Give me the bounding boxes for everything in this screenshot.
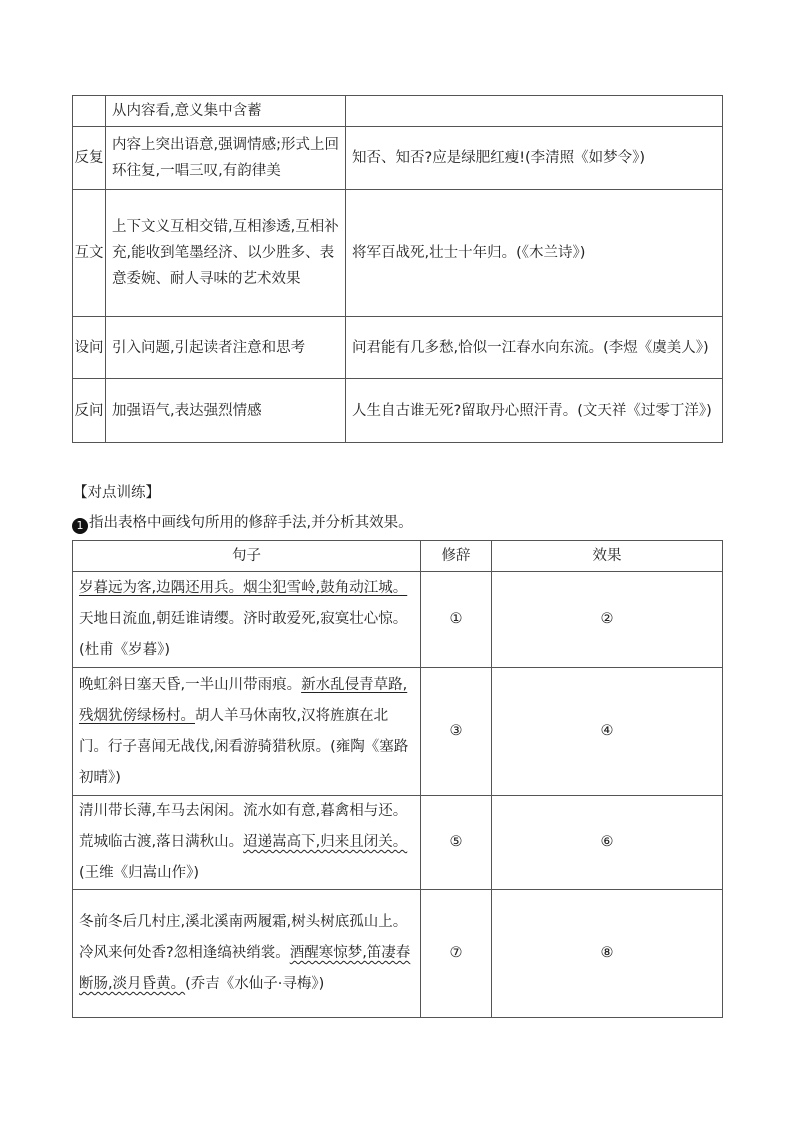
column-header: 句子 — [73, 541, 421, 572]
table-row — [73, 190, 723, 317]
rhetoric-answer-blank: ③ — [421, 668, 492, 796]
rhetoric-example-cell: 问君能有几多愁,恰似一江春水向东流。(李煜《虞美人》) — [346, 317, 723, 379]
sentence-text: (王维《归嵩山作》) — [79, 865, 200, 881]
column-header: 修辞 — [421, 541, 492, 572]
underlined-phrase: 岁暮远为客,边隅还用兵。烟尘犯雪岭,鼓角动江城。 — [79, 580, 408, 596]
sentence-text: (乔吉《水仙子·寻梅》) — [185, 976, 325, 992]
sentence-text: 清川带长薄,车马去闲闲。流水如有意,暮禽相与还。荒城临古渡,落日满秋山。 — [79, 803, 408, 850]
underlined-phrase: 新水乱侵青草路,残烟犹傍绿杨村。 — [79, 676, 408, 724]
rhetoric-reference-table — [72, 95, 723, 443]
sentence-cell — [73, 890, 421, 1018]
question-number-badge: 1 — [72, 518, 88, 534]
table-row — [73, 796, 723, 890]
table-row — [73, 668, 723, 796]
effect-answer-blank: ② — [492, 572, 723, 668]
rhetoric-example-cell: 人生自古谁无死?留取丹心照汗青。(文天祥《过零丁洋》) — [346, 379, 723, 443]
sentence-text: 天地日流血,朝廷谁请缨。济时敢爱死,寂寞壮心惊。(杜甫《岁暮》) — [79, 611, 408, 658]
underlined-phrase: 迢递嵩高下,归来且闭关。 — [243, 834, 408, 850]
sentence-cell — [73, 572, 421, 668]
rhetoric-description-cell: 引入问题,引起读者注意和思考 — [106, 317, 346, 379]
rhetoric-answer-blank: ⑤ — [421, 796, 492, 890]
rhetoric-type-cell: 互文 — [73, 190, 106, 317]
sentence-text: 胡人羊马休南牧,汉将旌旗在北门。行子喜闻无战伐,闲看游骑猎秋原。(雍陶《塞路初晴》) — [79, 707, 409, 786]
rhetoric-example-cell: 知否、知否?应是绿肥红瘦!(李清照《如梦令》) — [346, 127, 723, 190]
effect-answer-blank: ④ — [492, 668, 723, 796]
table-row — [73, 127, 723, 190]
table-row — [73, 96, 723, 127]
sentence-cell — [73, 668, 421, 796]
exercise-table — [72, 540, 723, 1018]
rhetoric-example-cell — [346, 96, 723, 127]
effect-answer-blank: ⑥ — [492, 796, 723, 890]
sentence-text: 冬前冬后几村庄,溪北溪南两履霜,树头树底孤山上。冷风来何处香?忽相逢缟袂绡裳。 — [79, 914, 408, 961]
sentence-text: 晚虹斜日塞天昏,一半山川带雨痕。 — [79, 676, 302, 693]
rhetoric-example-cell: 将军百战死,壮士十年归。(《木兰诗》) — [346, 190, 723, 317]
rhetoric-description-cell: 上下文义互相交错,互相渗透,互相补充,能收到笔墨经济、以少胜多、表意委婉、耐人寻味的艺术效果 — [106, 190, 346, 317]
section-heading: 【对点训练】 — [73, 485, 160, 501]
rhetoric-answer-blank: ⑦ — [421, 890, 492, 1018]
rhetoric-description-cell: 加强语气,表达强烈情感 — [106, 379, 346, 443]
rhetoric-description-cell: 从内容看,意义集中含蓄 — [106, 96, 346, 127]
sentence-cell — [73, 796, 421, 890]
rhetoric-description-cell: 内容上突出语意,强调情感;形式上回环往复,一唱三叹,有韵律美 — [106, 127, 346, 190]
table-row — [73, 890, 723, 1018]
underlined-phrase: 酒醒寒惊梦,笛凄春断肠,淡月昏黄。 — [79, 945, 411, 992]
table-row — [73, 379, 723, 443]
rhetoric-type-cell — [73, 96, 106, 127]
rhetoric-type-cell: 反问 — [73, 379, 106, 443]
rhetoric-type-cell: 反复 — [73, 127, 106, 190]
question-prompt — [72, 512, 413, 534]
table-row — [73, 572, 723, 668]
table-row — [73, 317, 723, 379]
question-text: 指出表格中画线句所用的修辞手法,并分析其效果。 — [89, 515, 413, 531]
rhetoric-type-cell: 设问 — [73, 317, 106, 379]
rhetoric-answer-blank: ① — [421, 572, 492, 668]
table-header-row — [73, 541, 723, 572]
effect-answer-blank: ⑧ — [492, 890, 723, 1018]
column-header: 效果 — [492, 541, 723, 572]
